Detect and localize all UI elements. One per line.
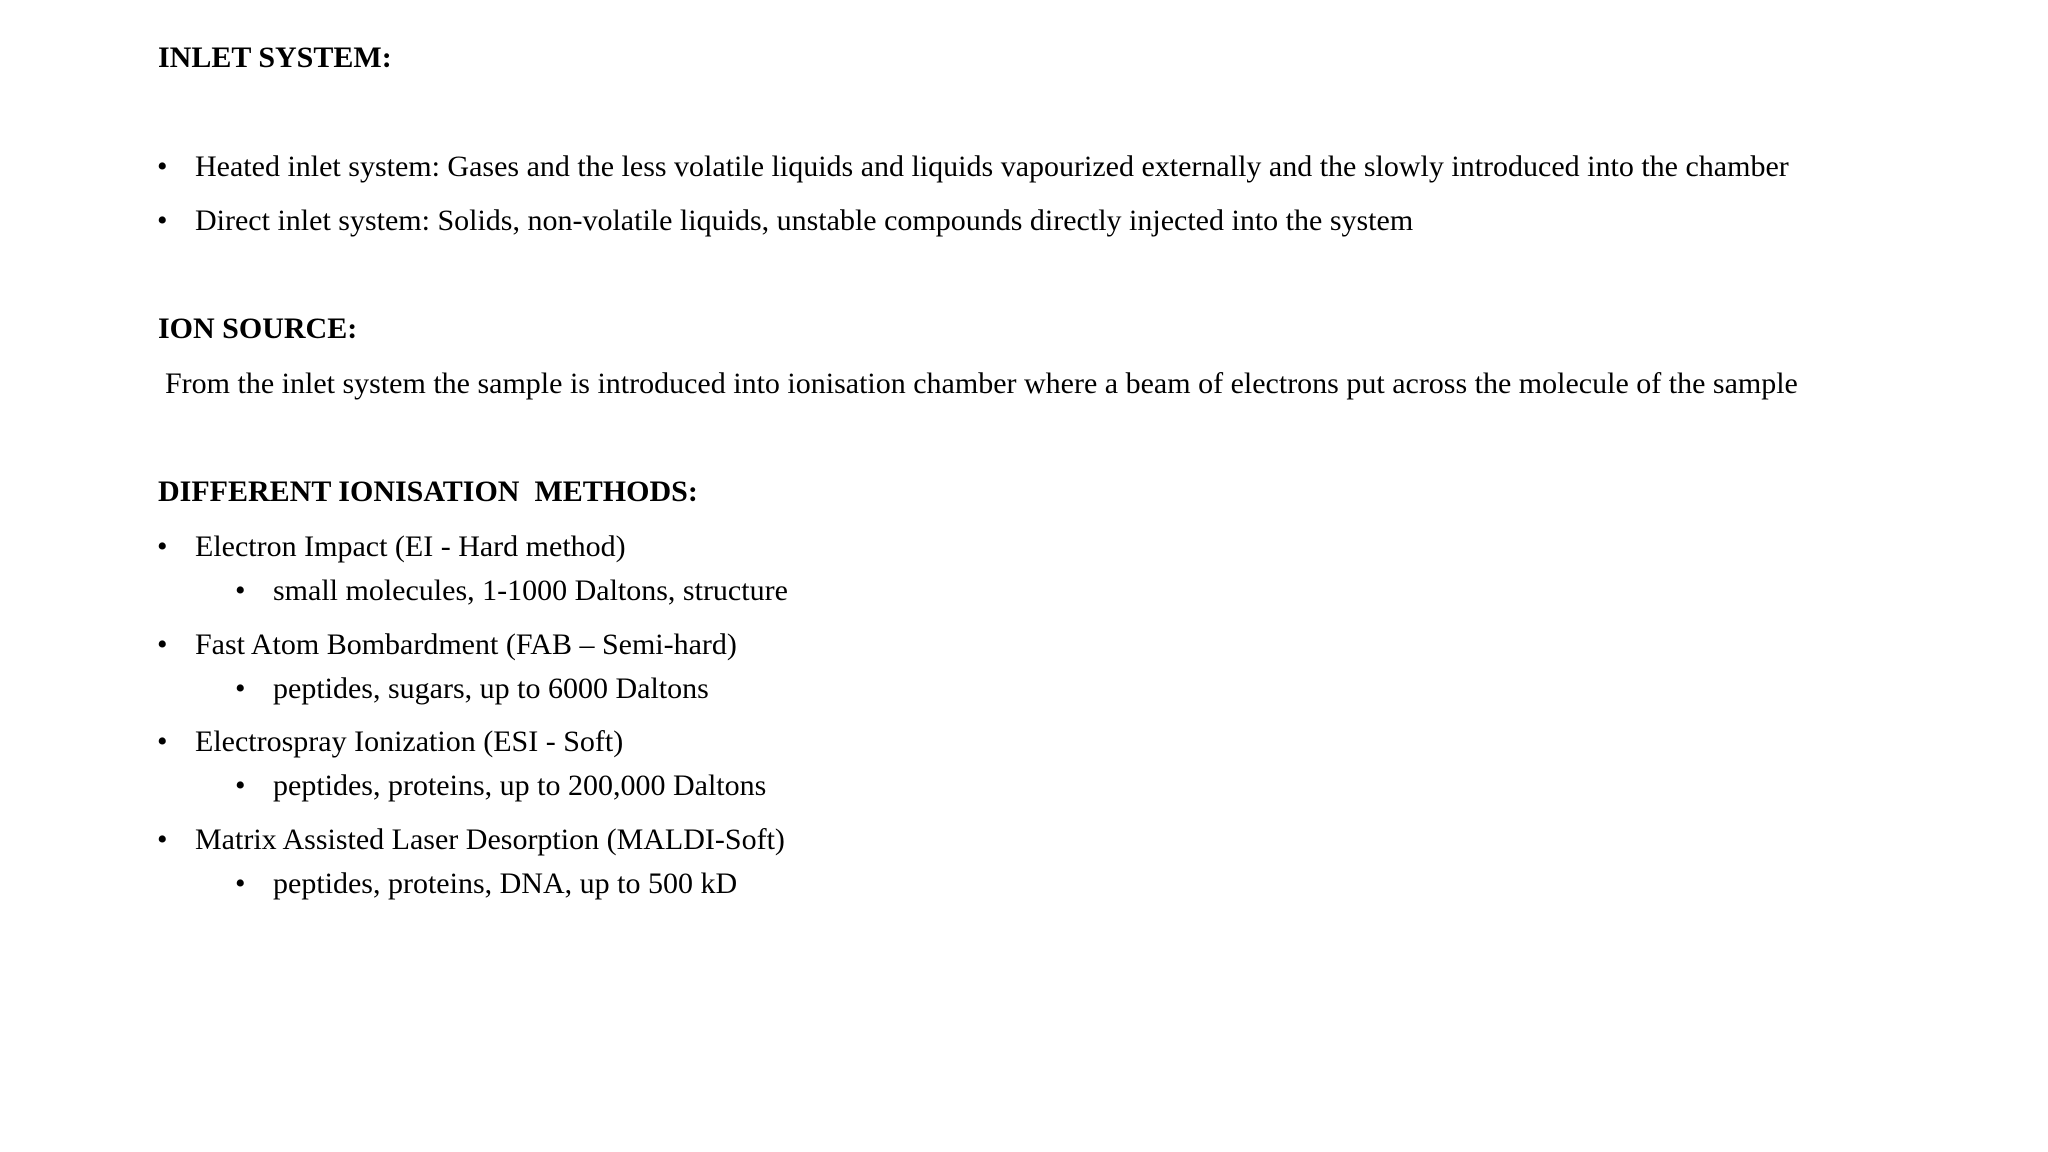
inlet-item-text: Direct inlet system: Solids, non-volatile liquids, unstable compounds directly injected into the system — [195, 204, 1414, 237]
inlet-system-heading: INLET SYSTEM: — [158, 41, 392, 74]
bullet-icon: • — [235, 672, 246, 705]
bullet-icon: • — [157, 204, 168, 237]
method-sub-text: peptides, proteins, up to 200,000 Daltons — [273, 769, 767, 802]
method-sub-text: small molecules, 1-1000 Daltons, structure — [273, 574, 788, 607]
method-label: Fast Atom Bombardment (FAB – Semi-hard) — [195, 628, 737, 661]
bullet-icon: • — [157, 725, 168, 758]
bullet-icon: • — [157, 150, 168, 183]
bullet-icon: • — [235, 867, 246, 900]
bullet-icon: • — [235, 574, 246, 607]
method-label: Electron Impact (EI - Hard method) — [195, 530, 626, 563]
ion-source-text: From the inlet system the sample is introduced into ionisation chamber where a beam of electrons put across the molecule of the sample — [165, 367, 1798, 400]
ionisation-methods-heading: DIFFERENT IONISATION METHODS: — [158, 475, 698, 508]
bullet-icon: • — [157, 628, 168, 661]
method-label: Matrix Assisted Laser Desorption (MALDI-Soft) — [195, 823, 785, 856]
bullet-icon: • — [235, 769, 246, 802]
ion-source-heading: ION SOURCE: — [158, 312, 358, 345]
method-sub-text: peptides, proteins, DNA, up to 500 kD — [273, 867, 738, 900]
bullet-icon: • — [157, 823, 168, 856]
method-sub-text: peptides, sugars, up to 6000 Daltons — [273, 672, 709, 705]
bullet-icon: • — [157, 530, 168, 563]
method-label: Electrospray Ionization (ESI - Soft) — [195, 725, 624, 758]
inlet-item-text: Heated inlet system: Gases and the less volatile liquids and liquids vapourized externally and the slowly introduced into the chamber — [195, 150, 1789, 183]
